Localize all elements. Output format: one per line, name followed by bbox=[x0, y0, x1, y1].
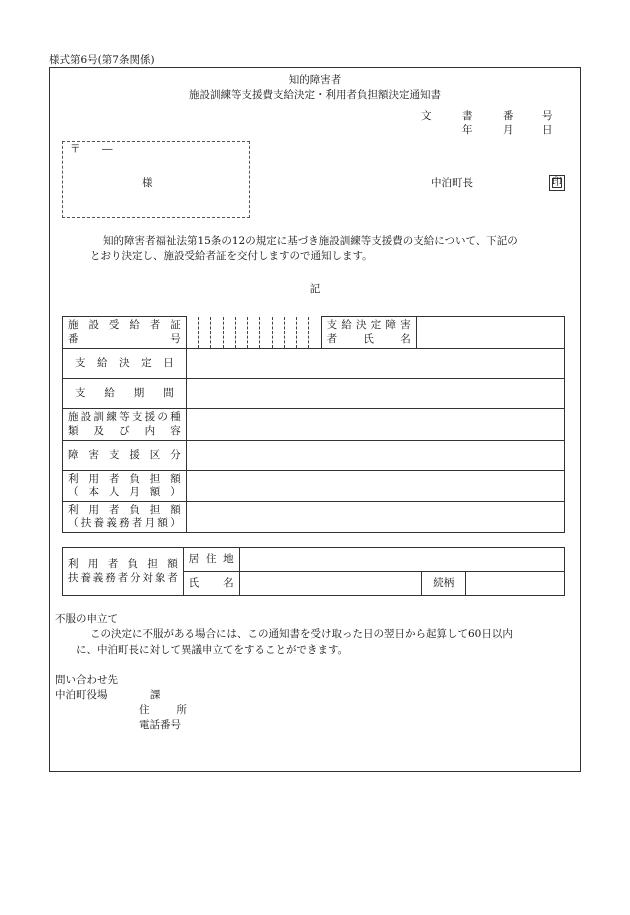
issuer-name: 中泊町長 bbox=[431, 177, 473, 189]
relation-value[interactable] bbox=[466, 572, 565, 596]
digit-cell[interactable] bbox=[235, 317, 247, 349]
guardian-burden-label bbox=[63, 502, 187, 533]
guardian-name-label: 氏名 bbox=[183, 572, 239, 596]
guardian-burden-value[interactable] bbox=[186, 502, 564, 533]
ki-heading: 記 bbox=[309, 283, 321, 295]
self-burden-value[interactable] bbox=[186, 471, 564, 502]
relation-label: 続柄 bbox=[422, 572, 466, 596]
payment-period-value[interactable] bbox=[186, 379, 564, 409]
objection-text-line2: に、中泊町長に対して異議申立てをすることができます。 bbox=[76, 644, 349, 656]
disability-class-label: 障害支援区分 bbox=[63, 441, 187, 471]
doc-no-char: 番 bbox=[503, 110, 514, 122]
title-line1: 知的障害者 bbox=[288, 74, 342, 86]
table-row bbox=[63, 502, 565, 533]
seal-char: 印 bbox=[552, 177, 562, 188]
digit-cell[interactable] bbox=[272, 317, 284, 349]
objection-heading: 不服の申立て bbox=[55, 613, 118, 625]
table-row bbox=[63, 441, 565, 471]
contact-address-label: 住所 bbox=[139, 704, 187, 716]
digit-cell[interactable] bbox=[223, 317, 235, 349]
doc-no-char: 文 bbox=[421, 110, 432, 122]
digit-cell[interactable] bbox=[186, 317, 198, 349]
postal-mark: 〒 bbox=[70, 143, 81, 155]
document-title: 施設訓練等支援費支給決定・利用者負担額決定通知書 bbox=[189, 89, 441, 101]
address-box bbox=[62, 141, 250, 218]
guardian-target-label bbox=[63, 548, 184, 596]
table-row bbox=[63, 349, 565, 379]
contact-phone-label: 電話番号 bbox=[139, 719, 181, 731]
support-type-label-a: 施設訓練等支援の種 bbox=[68, 411, 181, 424]
table-row bbox=[63, 471, 565, 502]
seal-mark bbox=[549, 175, 565, 191]
contact-office: 中泊町役場 bbox=[55, 689, 108, 701]
digit-cell[interactable] bbox=[260, 317, 272, 349]
guardian-target-label-a: 利用者負担額 bbox=[68, 558, 178, 571]
digit-cell[interactable] bbox=[198, 317, 210, 349]
cert-no-label-b: 番 bbox=[68, 332, 79, 345]
date-year: 年 bbox=[462, 124, 473, 136]
body-text-line1: 知的障害者福祉法第15条の12の規定に基づき施設訓練等支援費の支給について、下記の bbox=[103, 235, 518, 247]
form-number: 様式第6号(第7条関係) bbox=[49, 54, 155, 66]
guardian-target-label-b: 扶養義務者分対象者 bbox=[68, 571, 178, 584]
digit-cell[interactable] bbox=[309, 317, 321, 349]
table-row bbox=[63, 548, 565, 572]
table-row bbox=[63, 379, 565, 409]
residence-value[interactable] bbox=[239, 548, 564, 572]
guardian-burden-label-a: 利用者負担額 bbox=[68, 503, 181, 516]
self-burden-label-b: （本人月額） bbox=[68, 486, 181, 498]
residence-label: 居住地 bbox=[183, 548, 239, 572]
addressee-honorific: 様 bbox=[142, 177, 153, 189]
cert-no-label-a: 施 設 受 給 者 証 bbox=[68, 319, 181, 332]
doc-no-char: 書 bbox=[462, 110, 473, 122]
payment-period-label: 支給期間 bbox=[63, 379, 187, 409]
support-type-label bbox=[63, 409, 187, 441]
table-row bbox=[63, 409, 565, 441]
guardian-table bbox=[62, 547, 565, 596]
decision-date-value[interactable] bbox=[186, 349, 564, 379]
cert-no-label bbox=[63, 317, 187, 349]
digit-cell[interactable] bbox=[284, 317, 296, 349]
disability-class-value[interactable] bbox=[186, 441, 564, 471]
recipient-label-a: 支給決定障害 bbox=[326, 319, 411, 332]
recipient-name-label bbox=[321, 317, 416, 349]
cert-no-label-c: 号 bbox=[170, 332, 181, 345]
body-text-line2: とおり決定し、施設受給者証を交付しますので通知します。 bbox=[90, 250, 373, 262]
postal-dash: ― bbox=[102, 143, 113, 155]
decision-date-label: 支給決定日 bbox=[63, 349, 187, 379]
date-month: 月 bbox=[503, 124, 514, 136]
digit-cell[interactable] bbox=[248, 317, 260, 349]
guardian-burden-label-b: （扶養義務者月額） bbox=[68, 517, 181, 529]
objection-text-line1: この決定に不服がある場合には、この通知書を受け取った日の翌日から起算して60日以内 bbox=[90, 628, 513, 640]
table-row bbox=[63, 317, 565, 349]
support-type-value[interactable] bbox=[186, 409, 564, 441]
recipient-name-value[interactable] bbox=[416, 317, 564, 349]
self-burden-label bbox=[63, 471, 187, 502]
contact-heading: 問い合わせ先 bbox=[55, 674, 118, 686]
decision-table bbox=[62, 316, 565, 533]
guardian-name-value[interactable] bbox=[239, 572, 422, 596]
self-burden-label-a: 利用者負担額 bbox=[68, 472, 181, 485]
digit-cell[interactable] bbox=[211, 317, 223, 349]
recipient-label-b: 者 氏 名 bbox=[326, 332, 411, 345]
doc-no-char: 号 bbox=[542, 110, 553, 122]
support-type-label-b: 類及び内容 bbox=[68, 424, 181, 437]
contact-section: 課 bbox=[150, 689, 161, 701]
digit-cell[interactable] bbox=[297, 317, 309, 349]
date-day: 日 bbox=[542, 124, 553, 136]
